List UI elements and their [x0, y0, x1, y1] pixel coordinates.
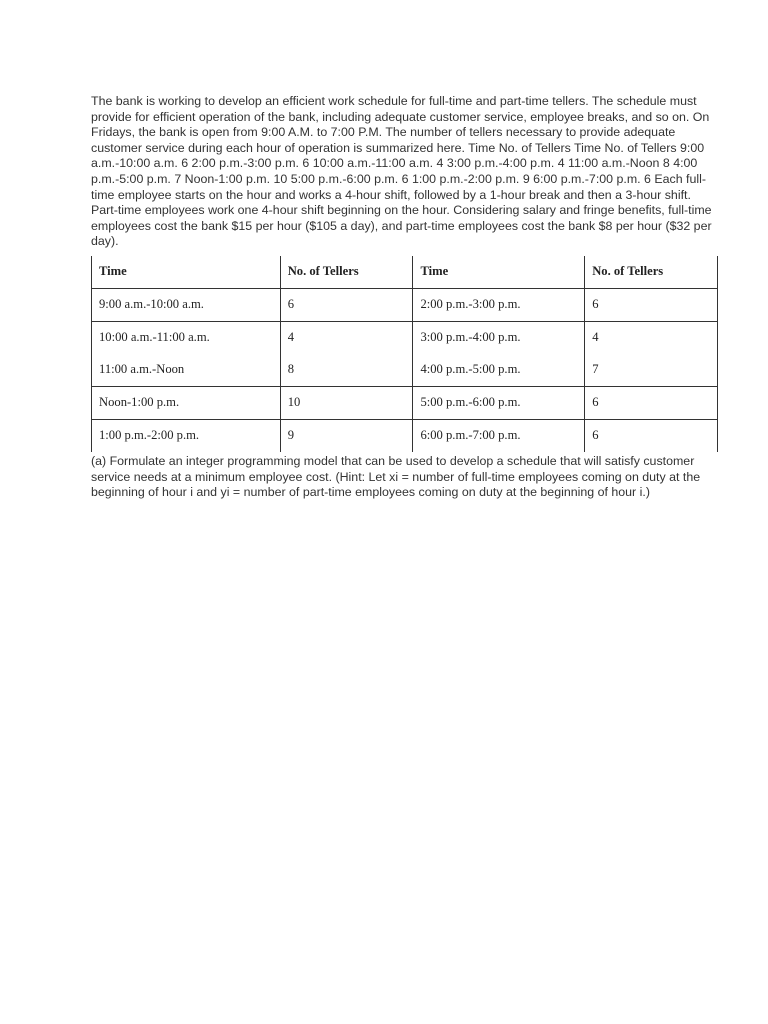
table-cell: 4:00 p.m.-5:00 p.m. — [413, 354, 585, 387]
table-cell: 5:00 p.m.-6:00 p.m. — [413, 386, 585, 419]
table-cell: 1:00 p.m.-2:00 p.m. — [92, 419, 281, 452]
table-row — [92, 386, 718, 419]
table-cell: 8 — [280, 354, 413, 387]
table-row — [92, 354, 718, 387]
question-paragraph: (a) Formulate an integer programming model that can be used to develop a schedule that will satisfy customer service needs at a minimum employee cost. (Hint: Let xi = number of full-time employees coming on duty at the beginning of hour i and yi = number of part-time employees coming on duty at the beginning of hour i.) — [91, 453, 701, 500]
table-cell: 4 — [280, 321, 413, 354]
intro-paragraph: The bank is working to develop an efficient work schedule for full-time and part-time tellers. The schedule must provide for efficient operation of the bank, including adequate customer service, employee breaks, and so on. On Fridays, the bank is open from 9:00 A.M. to 7:00 P.M. The number of tellers necessary to provide adequate customer service during each hour of operation is summarized here. Time No. of Tellers Time No. of Tellers 9:00 a.m.-10:00 a.m. 6 2:00 p.m.-3:00 p.m. 6 10:00 a.m.-11:00 a.m. 4 3:00 p.m.-4:00 p.m. 4 11:00 a.m.-Noon 8 4:00 p.m.-5:00 p.m. 7 Noon-1:00 p.m. 10 5:00 p.m.-6:00 p.m. 6 1:00 p.m.-2:00 p.m. 9 6:00 p.m.-7:00 p.m. 6 Each full-time employee starts on the hour and works a 4-hour shift, followed by a 1-hour break and then a 3-hour shift. Part-time employees work one 4-hour shift beginning on the hour. Considering salary and fringe benefits, full-time employees cost the bank $15 per hour ($105 a day), and part-time employees cost the bank $8 per hour ($32 per day). — [91, 94, 712, 249]
table-cell: 6:00 p.m.-7:00 p.m. — [413, 419, 585, 452]
table-cell: 6 — [585, 386, 718, 419]
table-cell: 7 — [585, 354, 718, 387]
table-cell: 2:00 p.m.-3:00 p.m. — [413, 288, 585, 321]
tellers-table — [91, 256, 718, 452]
table-row — [92, 288, 718, 321]
table-cell: 6 — [585, 419, 718, 452]
table-header-row — [92, 256, 718, 289]
table-cell: 4 — [585, 321, 718, 354]
header-cell: Time — [92, 256, 281, 289]
table-cell: 10 — [280, 386, 413, 419]
table-row — [92, 321, 718, 354]
table-row — [92, 419, 718, 452]
table-cell: 6 — [280, 288, 413, 321]
document-page — [91, 94, 721, 501]
header-cell: Time — [413, 256, 585, 289]
header-cell: No. of Tellers — [585, 256, 718, 289]
table-cell: 9 — [280, 419, 413, 452]
table-cell: 10:00 a.m.-11:00 a.m. — [92, 321, 281, 354]
table-cell: 11:00 a.m.-Noon — [92, 354, 281, 387]
tellers-table-wrapper — [91, 256, 718, 452]
table-cell: Noon-1:00 p.m. — [92, 386, 281, 419]
table-cell: 6 — [585, 288, 718, 321]
table-cell: 9:00 a.m.-10:00 a.m. — [92, 288, 281, 321]
header-cell: No. of Tellers — [280, 256, 413, 289]
table-cell: 3:00 p.m.-4:00 p.m. — [413, 321, 585, 354]
